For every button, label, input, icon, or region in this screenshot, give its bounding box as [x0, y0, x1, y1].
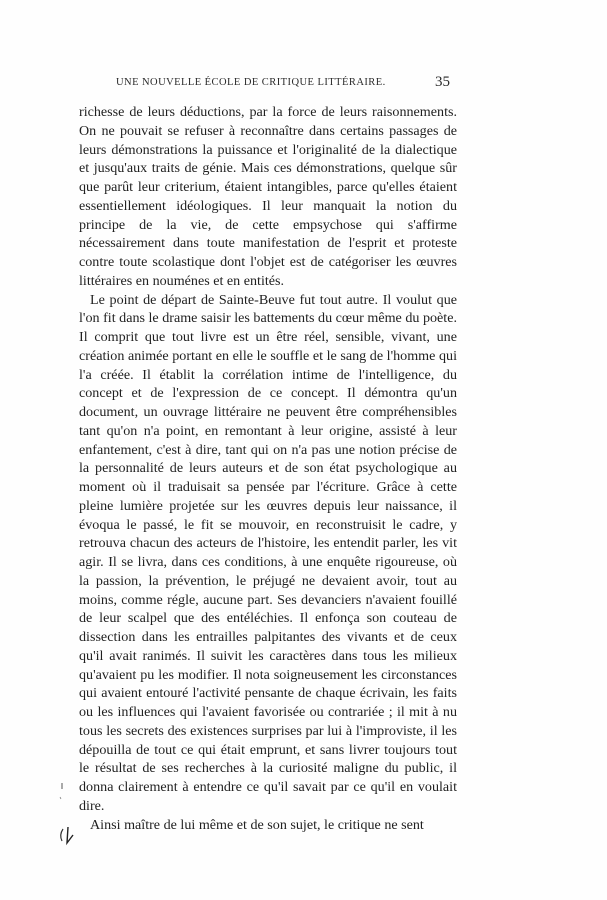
running-header: UNE NOUVELLE ÉCOLE DE CRITIQUE LITTÉRAIRE. [116, 77, 386, 88]
paragraph: Ainsi maître de lui même et de son sujet, le critique ne sent [90, 816, 424, 833]
page-number: 35 [435, 74, 450, 90]
paragraph: Le point de départ de Sainte-Beuve fut tout autre. Il voulut que l'on fit dans le drame saisir les battements du cœur même du poète. Il comprit que tout livre est un être réel, sensible, vivant, une création animée portant en elle le souffle et le sang de l'homme qui l'a créée. Il établit la corrélation intime de l'intelligence, du concept et de l'expression de ce concept. Il démontra qu'un document, un ouvrage littéraire ne peuvent être compréhensibles tant qu'on n'a point, en remontant à leur origine, assisté à leur enfantement, c'est à dire, tant qui on n'a pas une notion précise de la personnalité de leurs auteurs et de son état psychologique au moment où il traduisait sa pensée par l'écriture. Grâce à cette pleine lumière projetée sur les œuvres depuis leur naissance, il évoqua le passé, le fit se mouvoir, en reconstruisit le cadre, y retrouva chacun des acteurs de l'histoire, les entendit parler, les vit agir. Il se livra, dans ces conditions, à une enquête rigoureuse, où la passion, la prévention, le préjugé ne devaient avoir, tout au moins, comme régle, aucune part. Ses devanciers n'avaient fouillé de leur scalpel que des entéléchies. Il enfonça son couteau de dissection dans les entrailles palpitantes des vivants et de ceux qu'il avait ranimés. Il suivit les caractères dans tous les milieux qu'avaient pu les modifier. Il nota soigneusement les circonstances qui avaient entouré l'activité pensante de chaque écrivain, les faits ou les influences qui l'avaient favorisée ou contrariée ; il mit à nu tous les secrets des existences surprises par lui à l'improviste, il les dépouilla de tout ce qui était emprunt, et sans livrer toujours tout le résultat de ses recherches à la curiosité maligne du public, il donna clairement à entendre ce qu'il savait par ce qu'il en voulait dire. [79, 291, 457, 814]
body-text [79, 103, 457, 834]
margin-ink-marks [56, 775, 86, 855]
paragraph: richesse de leurs déductions, par la force de leurs raisonnements. On ne pouvait se refuser à reconnaître dans certains passages de leurs démonstrations la puissance et l'originalité de la dialectique et jusqu'aux traits de génie. Mais ces démonstrations, quelque sûr que parût leur criterium, étaient intangibles, parce qu'elles étaient essentiellement idéologiques. Il leur manquait la notion du principe de la vie, de cette empsychose qui s'affirme nécessairement dans toute manifestation de l'esprit et proteste contre toute scolastique dont l'objet est de catégoriser les œuvres littéraires en nouménes et en entités. [79, 104, 457, 289]
